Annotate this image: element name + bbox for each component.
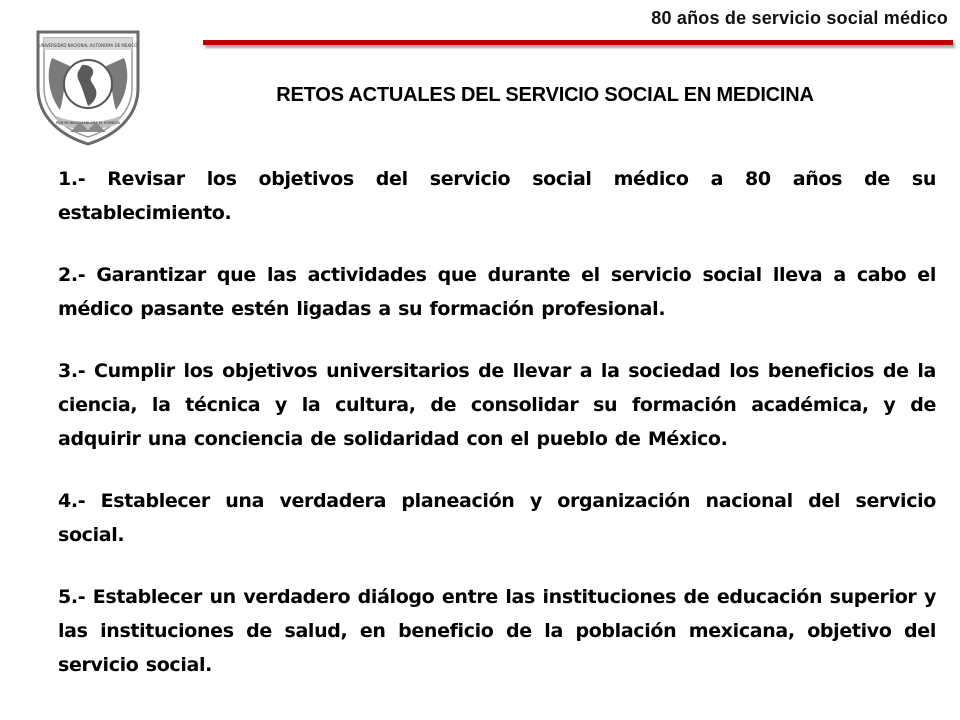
list-item (58, 580, 936, 682)
list-item (58, 484, 936, 552)
item-text: Establecer un verdadero diálogo entre las instituciones de educación superior y las instituciones de salud, en beneficio de la población mexicana, objetivo del servicio social. (58, 586, 936, 676)
list-item (58, 354, 936, 456)
item-number: 5.- (58, 586, 93, 608)
seal-ring-text: UNIVERSIDAD NACIONAL AUTONOMA DE MEXICO (38, 43, 138, 48)
slide-title: RETOS ACTUALES DEL SERVICIO SOCIAL EN MEDICINA (276, 84, 814, 106)
item-number: 3.- (58, 360, 95, 382)
header-banner: 80 años de servicio social médico (651, 8, 948, 28)
item-text: Cumplir los objetivos universitarios de llevar a la sociedad los beneficios de la ciencia, la técnica y la cultura, de consolidar su formación académica, y de adquirir una conciencia de solidaridad con el pueblo de México. (58, 360, 936, 450)
header-rule (203, 40, 953, 45)
challenge-list (58, 162, 936, 710)
list-item (58, 258, 936, 326)
item-number: 1.- (58, 168, 108, 190)
item-text: Establecer una verdadera planeación y organización nacional del servicio social. (58, 490, 936, 546)
list-item (58, 162, 936, 230)
item-text: Garantizar que las actividades que durante el servicio social lleva a cabo el médico pasante estén ligadas a su formación profesional. (58, 264, 936, 320)
item-number: 2.- (58, 264, 97, 286)
seal-motto-text: POR MI RAZA HABLARA EL ESPIRITU (55, 121, 121, 125)
item-text: Revisar los objetivos del servicio social médico a 80 años de su establecimiento. (58, 168, 937, 224)
unam-seal-icon (30, 18, 146, 148)
item-number: 4.- (58, 490, 101, 512)
